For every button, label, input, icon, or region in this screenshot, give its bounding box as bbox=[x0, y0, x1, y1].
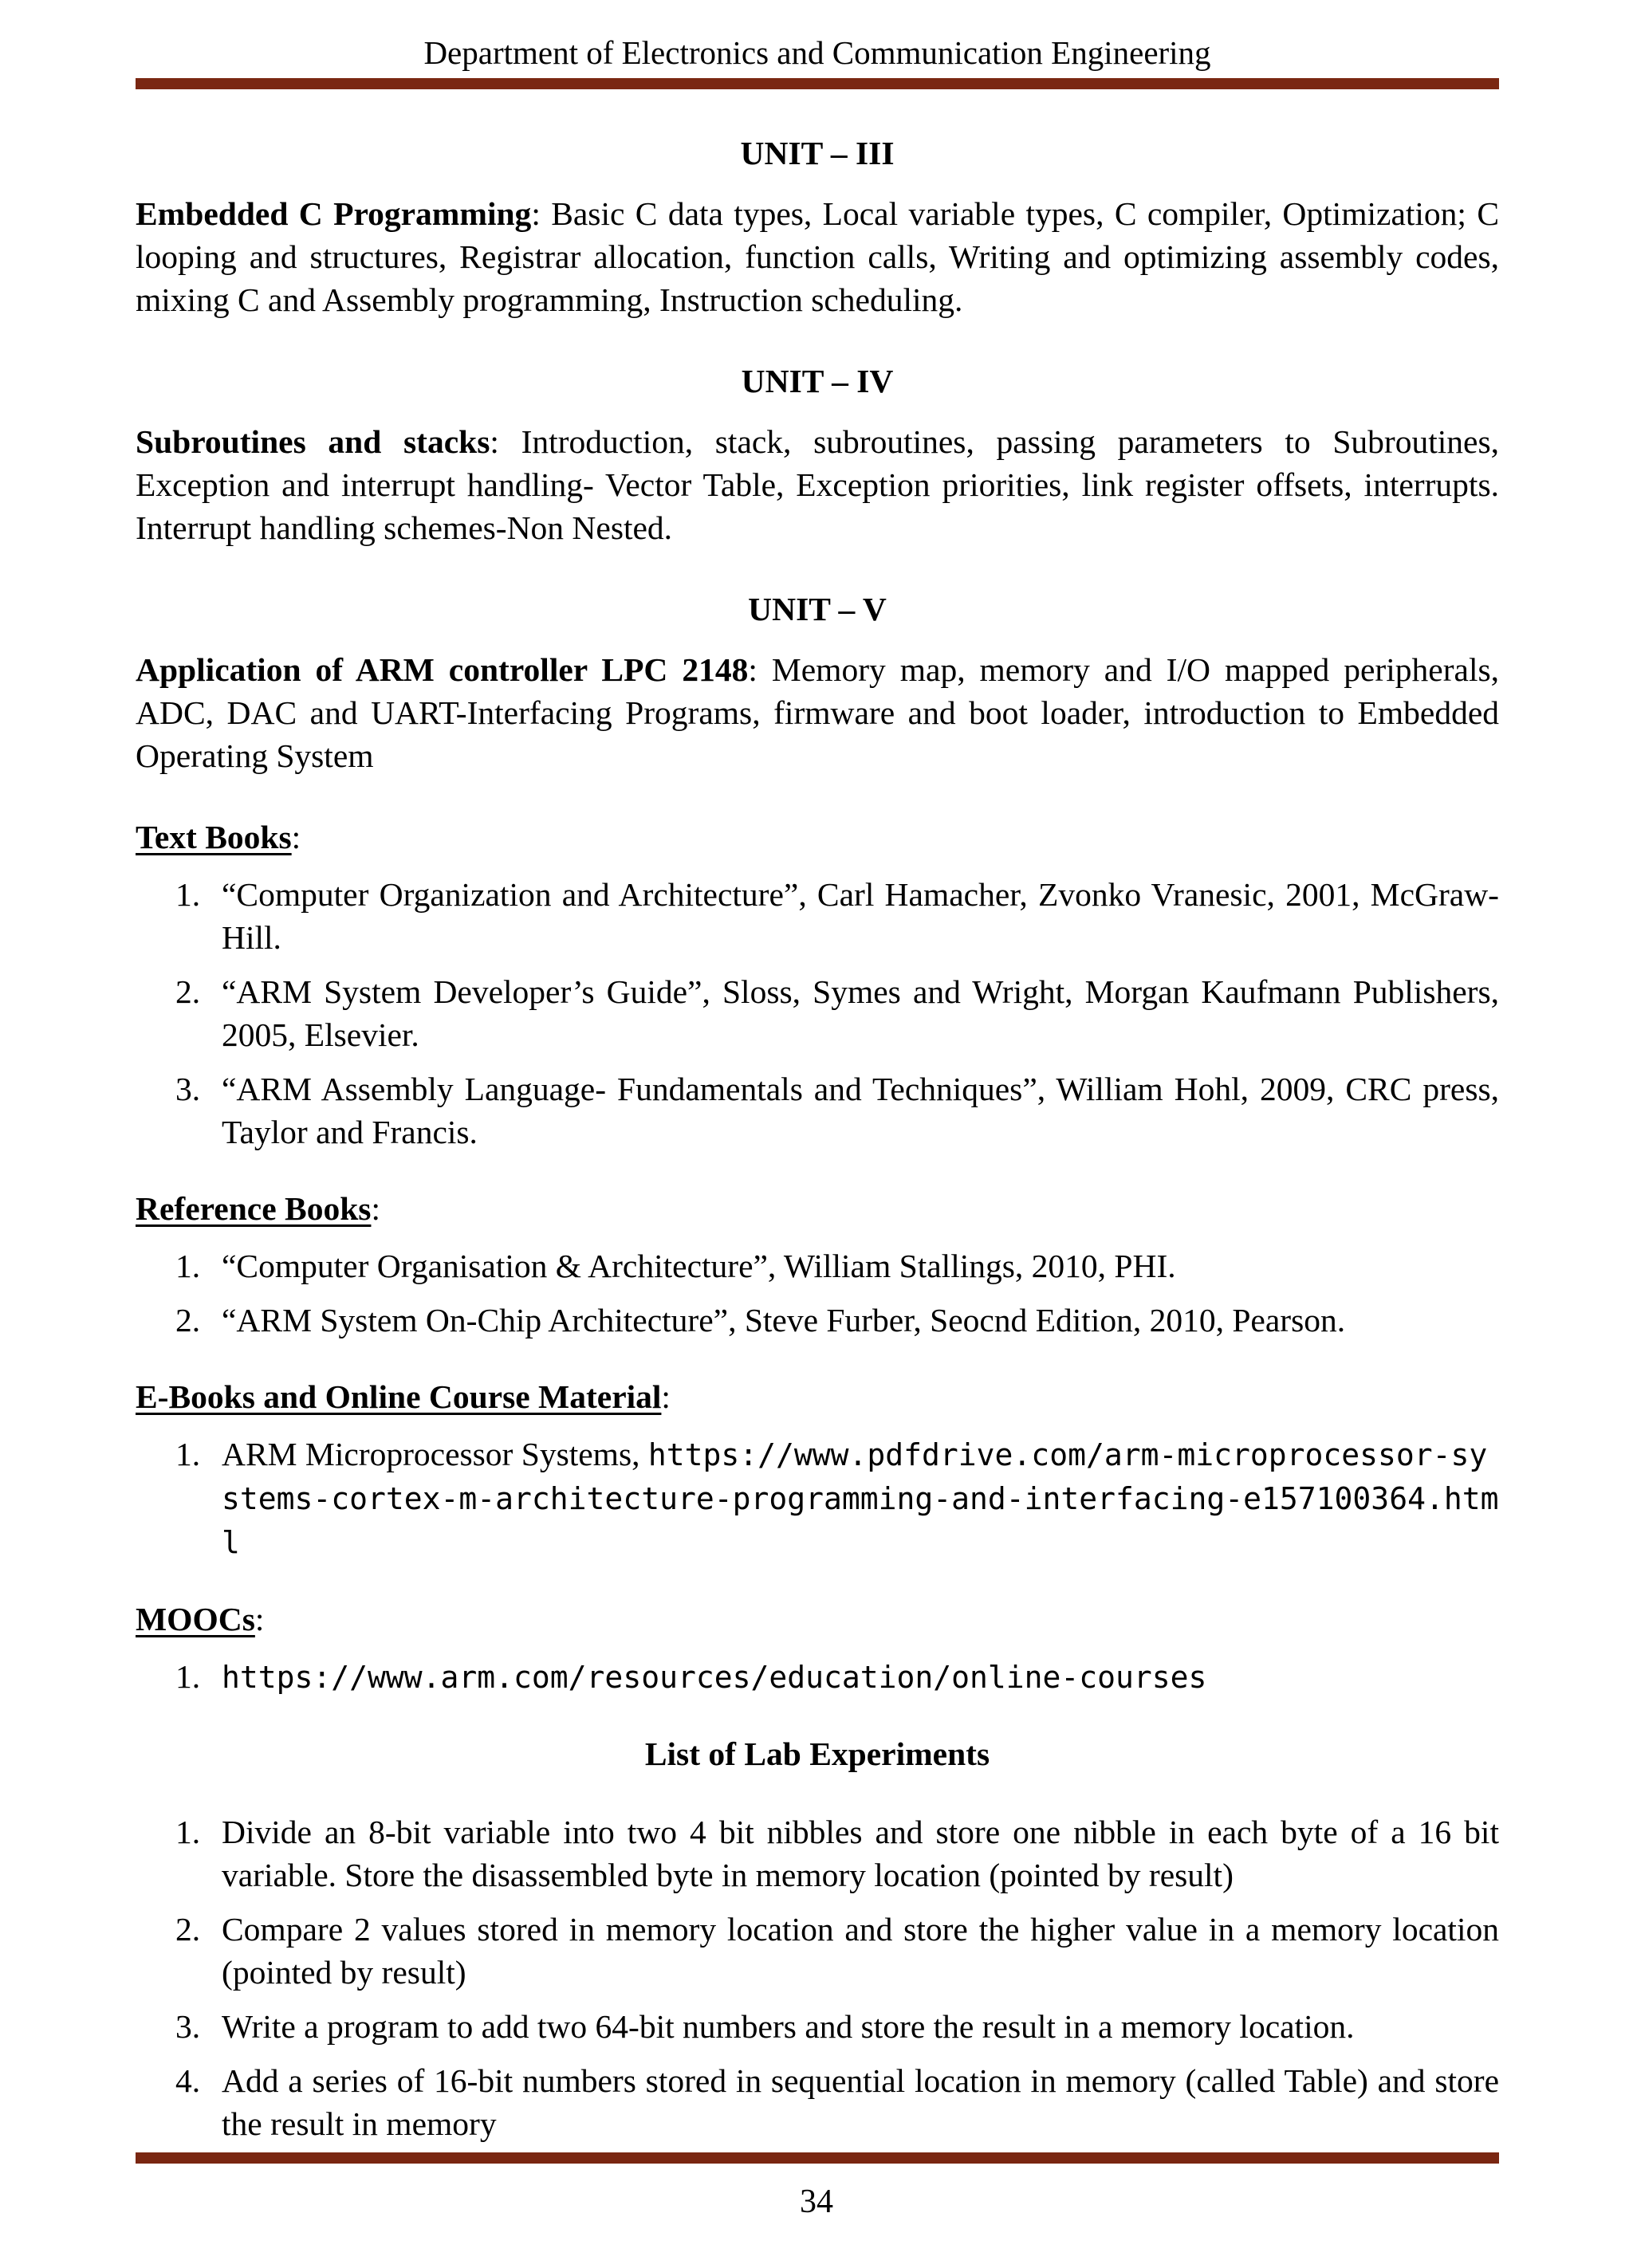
lab-experiments-heading: List of Lab Experiments bbox=[644, 1735, 990, 1772]
unit-4-title: Subroutines and stacks bbox=[136, 423, 490, 460]
unit-4-heading: UNIT – IV bbox=[741, 363, 894, 399]
header-rule bbox=[136, 78, 1499, 89]
moocs-list bbox=[136, 1655, 1499, 1699]
unit-3-heading: UNIT – III bbox=[740, 135, 895, 171]
list-item: 1. “Computer Organisation & Architecture”, William Stallings, 2010, PHI. bbox=[175, 1248, 1176, 1284]
ebooks-title: E-Books and Online Course Material bbox=[136, 1378, 662, 1415]
unit-5-body: : Memory map, memory and I/O mapped peripherals, ADC, DAC and UART-Interfacing Programs, firmware and boot loader, introduction to Embedded Operating System bbox=[136, 651, 1500, 774]
list-item: 1. “Computer Organization and Architecture”, Carl Hamacher, Zvonko Vranesic, 2001, McGraw-Hill. bbox=[175, 876, 1499, 956]
ebooks-heading: E-Books and Online Course Material: bbox=[136, 1378, 671, 1415]
unit-4-paragraph bbox=[136, 420, 1499, 549]
list-item: 2. “ARM System On-Chip Architecture”, Steve Furber, Seocnd Edition, 2010, Pearson. bbox=[175, 1302, 1346, 1338]
list-item: 1. Divide an 8-bit variable into two 4 bit nibbles and store one nibble in each byte of a 16 bit variable. Store the disassembled byte in memory location (pointed by result) bbox=[175, 1814, 1499, 1893]
page-header: Department of Electronics and Communication Engineering bbox=[423, 34, 1211, 71]
moocs-heading: MOOCs: bbox=[136, 1601, 265, 1637]
unit-4-body: : Introduction, stack, subroutines, passing parameters to Subroutines, Exception and interrupt handling- Vector Table, Exception priorities, link register offsets, interrupts. Interrupt handling schemes-Non Nested. bbox=[136, 423, 1499, 546]
unit-3-paragraph bbox=[136, 192, 1499, 321]
list-item: 2. “ARM System Developer’s Guide”, Sloss, Symes and Wright, Morgan Kaufmann Publishers, 2005, Elsevier. bbox=[175, 973, 1499, 1053]
ebooks-list bbox=[136, 1433, 1499, 1564]
list-item: 4. Add a series of 16-bit numbers stored in sequential location in memory (called Table) and store the result in memory bbox=[175, 2062, 1499, 2142]
text-books-heading: Text Books: bbox=[136, 819, 301, 855]
reference-books-heading: Reference Books: bbox=[136, 1190, 380, 1227]
mooc-link[interactable]: https://www.arm.com/resources/education/online-courses bbox=[222, 1660, 1207, 1695]
footer-rule bbox=[136, 2152, 1499, 2164]
list-item: 3. Write a program to add two 64-bit numbers and store the result in a memory location. bbox=[175, 2008, 1355, 2045]
reference-books-list bbox=[136, 1244, 1499, 1342]
unit-3-body: : Basic C data types, Local variable types, C compiler, Optimization; C looping and structures, Registrar allocation, function calls, Writing and optimizing assembly codes, mixing C and Assembly programming, Instruction scheduling. bbox=[136, 195, 1499, 318]
list-item: 1. https://www.arm.com/resources/education/online-courses bbox=[175, 1658, 1207, 1695]
ebook-link[interactable]: https://www.pdfdrive.com/arm-microprocessor-systems-cortex-m-architecture-programming-and-interfacing-e157100364.html bbox=[222, 1437, 1499, 1560]
list-item: 2. Compare 2 values stored in memory location and store the higher value in a memory location (pointed by result) bbox=[175, 1911, 1499, 1991]
list-item: 3. “ARM Assembly Language- Fundamentals and Techniques”, William Hohl, 2009, CRC press, Taylor and Francis. bbox=[175, 1071, 1499, 1150]
unit-5-title: Application of ARM controller LPC 2148 bbox=[136, 651, 749, 688]
lab-experiments-list bbox=[136, 1810, 1499, 2145]
unit-3-title: Embedded C Programming bbox=[136, 195, 532, 232]
unit-5-paragraph bbox=[136, 648, 1499, 777]
moocs-title: MOOCs bbox=[136, 1601, 255, 1637]
list-item: 1. ARM Microprocessor Systems, https://www.pdfdrive.com/arm-microprocessor-systems-cortex-m-architecture-programming-and-interfacing-e157100364.html bbox=[175, 1436, 1499, 1560]
text-books-list bbox=[136, 873, 1499, 1154]
unit-5-heading: UNIT – V bbox=[748, 591, 887, 627]
page-content bbox=[136, 132, 1499, 2179]
reference-books-title: Reference Books bbox=[136, 1190, 372, 1227]
text-books-title: Text Books bbox=[136, 819, 292, 855]
page-number: 34 bbox=[800, 2183, 833, 2220]
